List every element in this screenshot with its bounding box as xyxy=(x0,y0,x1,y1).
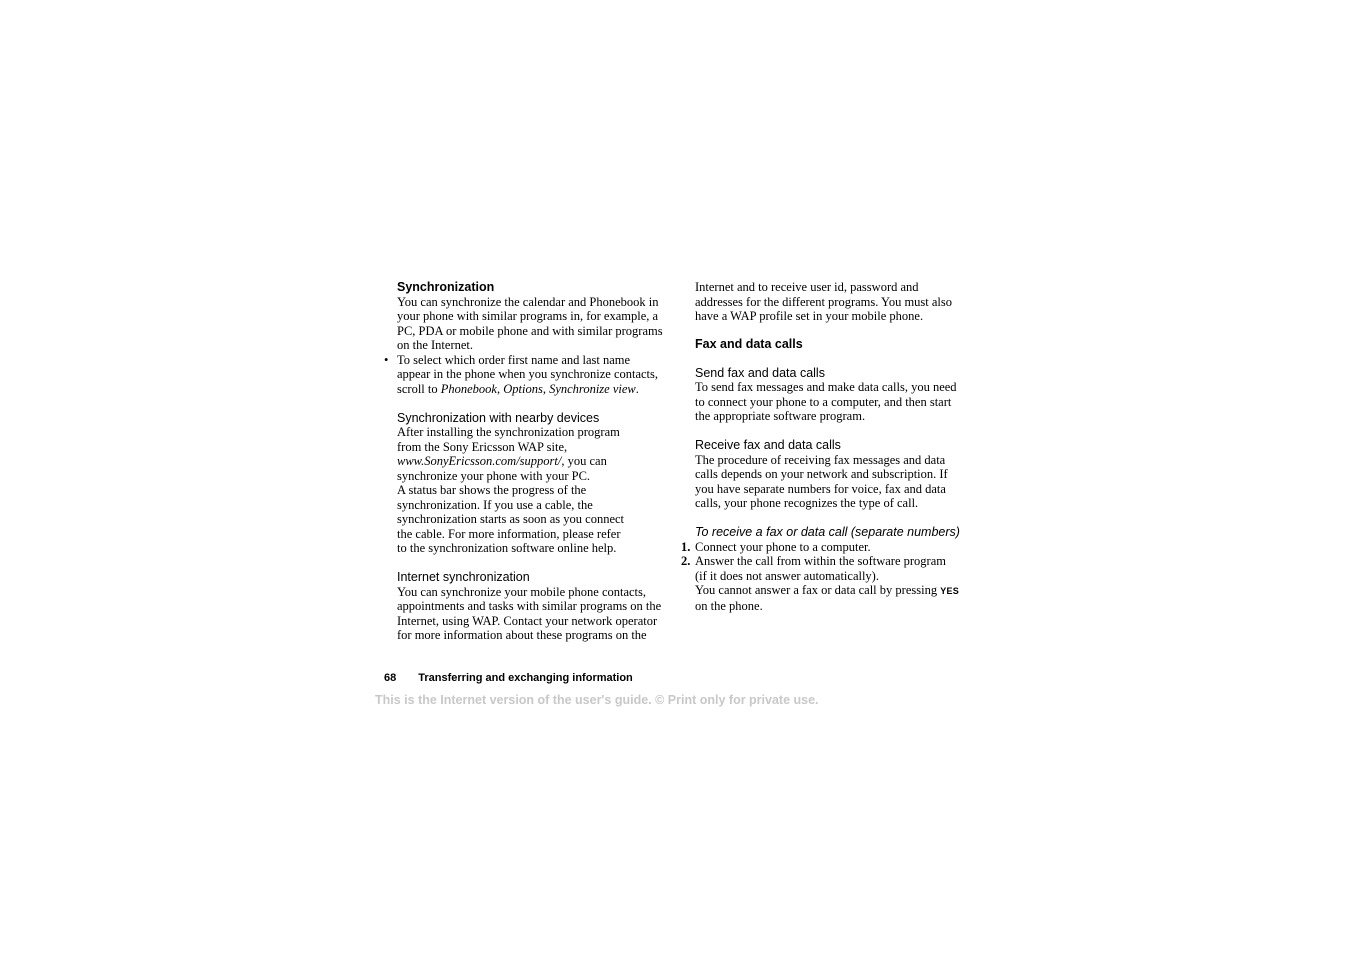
internet-paragraph-continued: Internet and to receive user id, password and addresses for the different programs. You must also have a WAP profile set in your mobile phone. xyxy=(695,280,953,323)
page-footer xyxy=(384,671,633,685)
step-1-text: Connect your phone to a computer. xyxy=(695,539,871,554)
step-1 xyxy=(681,539,975,555)
step-2-text: Answer the call from within the software program (if it does not answer automatically). xyxy=(695,554,946,583)
support-url: www.SonyEricsson.com/support/ xyxy=(397,454,562,468)
fax-heading: Fax and data calls xyxy=(695,336,803,351)
nearby-paragraph-2: A status bar shows the progress of the synchronization. If you use a cable, the synchronization starts as soon as you connect the cable. For more information, please refer to the synchronization software online help. xyxy=(397,483,625,555)
step-1-number: 1. xyxy=(681,539,691,554)
bullet-item xyxy=(384,352,672,397)
sync-paragraph: You can synchronize the calendar and Phonebook in your phone with similar programs in, for example, a PC, PDA or mobile phone and with similar programs on the Internet. xyxy=(397,294,663,352)
receive-heading: Receive fax and data calls xyxy=(695,438,841,452)
page-number: 68 xyxy=(384,672,397,684)
nearby-paragraph: After installing the synchronization program from the Sony Ericsson WAP site, www.SonyEricsson.com/support/, you can synchronize your phone with your PC. xyxy=(397,425,620,483)
section-title: Transferring and exchanging information xyxy=(418,672,633,684)
watermark: This is the Internet version of the user's guide. © Print only for private use. xyxy=(375,693,819,707)
yes-key: YES xyxy=(940,586,960,596)
step-2-number: 2. xyxy=(681,554,691,568)
menu-synchronize-view: Synchronize view xyxy=(549,381,636,396)
internet-heading: Internet synchronization xyxy=(397,570,530,584)
menu-options: Options xyxy=(503,381,543,396)
nearby-heading: Synchronization with nearby devices xyxy=(397,410,600,425)
left-column xyxy=(384,280,672,643)
internet-paragraph: You can synchronize your mobile phone contacts, appointments and tasks with similar programs on the Internet, using WAP. Contact your network operator for more information about these programs on the xyxy=(397,584,662,642)
right-column xyxy=(681,280,975,613)
step-2 xyxy=(681,554,975,583)
bullet-marker: • xyxy=(384,352,389,367)
send-paragraph: To send fax messages and make data calls, you need to connect your phone to a computer, and then start the appropriate software program. xyxy=(695,380,957,423)
send-heading: Send fax and data calls xyxy=(695,365,825,380)
receive-instruction-heading: To receive a fax or data call (separate numbers) xyxy=(695,525,960,539)
bullet-text: To select which order first name and last name appear in the phone when you synchronize contacts, scroll to Phonebook, Options, Synchronize view. xyxy=(397,352,659,396)
sync-heading: Synchronization xyxy=(397,280,495,294)
note-paragraph: You cannot answer a fax or data call by pressing YES on the phone. xyxy=(695,583,960,613)
receive-paragraph: The procedure of receiving fax messages and data calls depends on your network and subscription. If you have separate numbers for voice, fax and data calls, your phone recognizes the type of call. xyxy=(695,452,948,510)
menu-phonebook: Phonebook xyxy=(440,381,497,396)
